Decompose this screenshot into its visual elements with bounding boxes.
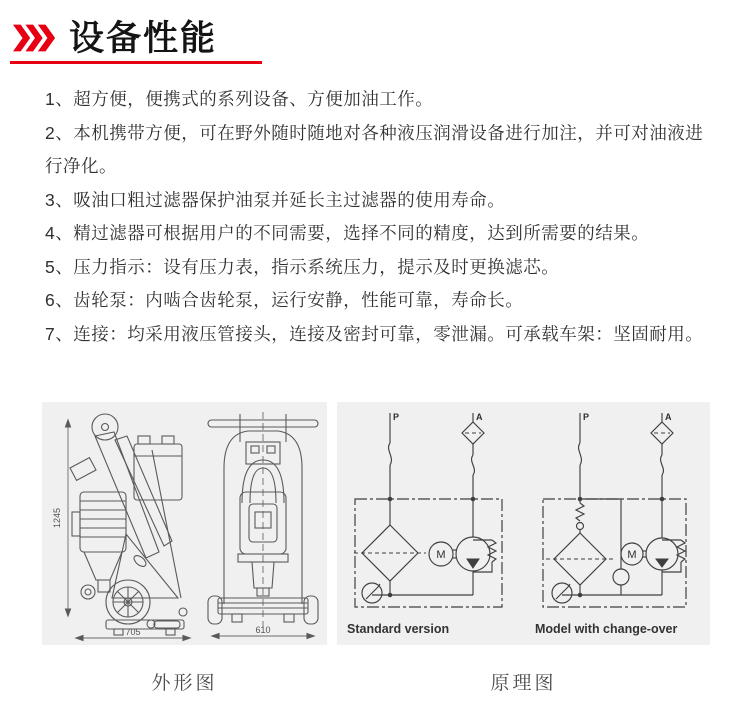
standard-port-a-label: A (476, 412, 483, 422)
title-underline (10, 61, 262, 64)
changeover-port-p-label: P (583, 412, 590, 422)
feature-item-5: 5、压力指示：设有压力表，指示系统压力，提示及时更换滤芯。 (45, 256, 560, 277)
cart-side-view-drawing (48, 406, 198, 644)
cart-front-view-drawing (204, 406, 322, 644)
standard-version-label: Standard version (347, 622, 450, 636)
page-header (13, 12, 217, 64)
feature-item-6: 6、齿轮泵：内啮合齿轮泵，运行安静，性能可靠，寿命长。 (45, 290, 524, 310)
side-view-width-dim: 705 (125, 627, 141, 637)
front-view-width-dim: 610 (255, 625, 271, 635)
changeover-port-a-label: A (665, 412, 672, 422)
feature-list (45, 83, 717, 351)
schematic-changeover-drawing (529, 407, 694, 619)
feature-item-1: 1、超方便，便携式的系列设备、方便加油工作。 (45, 89, 434, 109)
schematic-figure-panel (337, 402, 710, 645)
feature-item-3: 3、吸油口粗过滤器保护油泵并延长主过滤器的使用寿命。 (45, 189, 506, 210)
outline-figure-caption: 外形图 (151, 673, 218, 694)
outline-figure-panel (42, 402, 327, 645)
feature-item-2: 2、本机携带方便，可在野外随时随地对各种液压润滑设备进行加注，并可对油液进行净化。 (45, 122, 704, 176)
page-title: 设备性能 (69, 18, 218, 58)
standard-motor-label: M (436, 549, 446, 561)
schematic-figure-caption: 原理图 (490, 673, 557, 694)
feature-item-4: 4、精过滤器可根据用户的不同需要，选择不同的精度，达到所需要的结果。 (45, 223, 650, 243)
schematic-standard-drawing (345, 407, 510, 619)
standard-port-p-label: P (393, 412, 400, 422)
triple-chevron-right-icon (13, 23, 57, 53)
changeover-version-label: Model with change-over (535, 622, 678, 636)
side-view-height-dim: 1245 (52, 507, 62, 529)
feature-item-7: 7、连接：均采用液压管接头，连接及密封可靠，零泄漏。可承载车架：坚固耐用。 (45, 323, 704, 344)
changeover-motor-label: M (627, 549, 637, 561)
